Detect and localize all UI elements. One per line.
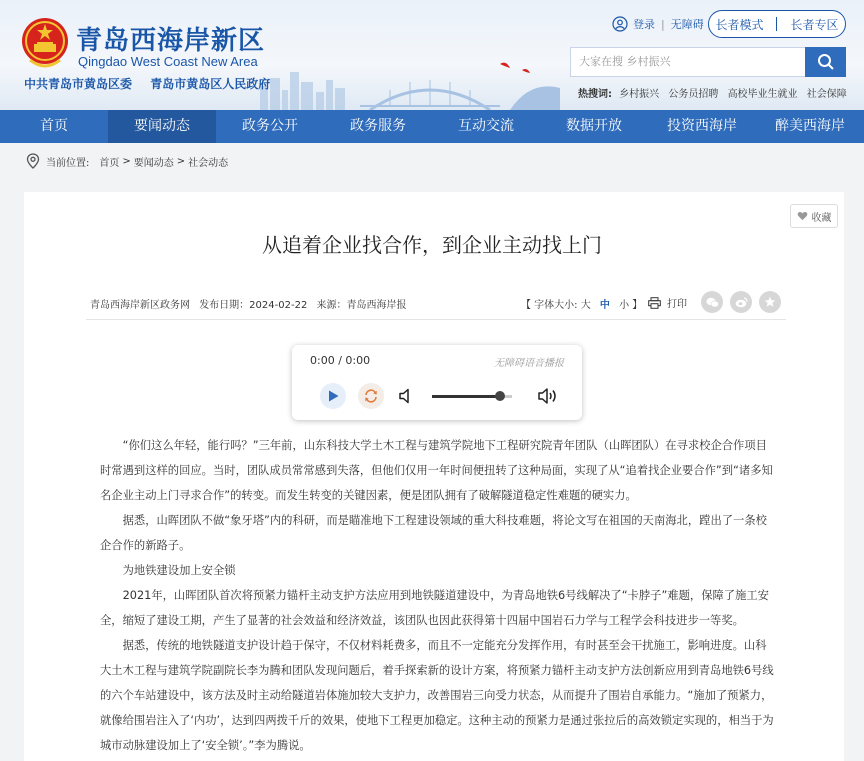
elder-mode-pill: [708, 10, 846, 38]
nav-item-gov-affairs[interactable]: 政务公开: [242, 118, 298, 134]
organization-line: [24, 75, 284, 92]
elder-mode-button[interactable]: 长者模式: [715, 17, 764, 32]
volume-up-icon[interactable]: [537, 386, 559, 406]
breadcrumb: [0, 143, 864, 179]
breadcrumb-label: 当前位置:: [46, 157, 90, 169]
article-subheading: 为地铁建设加上安全锁: [122, 564, 236, 577]
accessibility-link[interactable]: 无障碍: [670, 18, 704, 31]
wechat-icon: [706, 297, 719, 308]
print-button[interactable]: [648, 295, 687, 310]
breadcrumb-home[interactable]: 首页: [99, 157, 120, 169]
weibo-icon: [735, 297, 748, 308]
site-header: [0, 0, 864, 110]
divider: [86, 319, 786, 320]
hot-keyword[interactable]: 公务员招聘: [668, 89, 719, 100]
hot-keyword[interactable]: 高校毕业生就业: [727, 89, 798, 100]
volume-mute-icon[interactable]: [398, 387, 414, 405]
search-button[interactable]: [805, 47, 846, 77]
top-links: [612, 16, 704, 32]
location-pin-icon: [26, 153, 40, 169]
favorite-share-button[interactable]: [759, 291, 781, 313]
print-label: 打印: [667, 299, 687, 310]
weibo-share-button[interactable]: [730, 291, 752, 313]
breadcrumb-news[interactable]: 要闻动态: [133, 157, 174, 169]
article-title: 从追着企业找合作，到企业主动找上门: [262, 233, 602, 257]
publish-date: 发布日期：2024-02-22: [199, 300, 308, 311]
breadcrumb-separator: >: [122, 155, 131, 167]
elder-zone-button[interactable]: 长者专区: [790, 17, 839, 32]
article-body: [100, 433, 774, 758]
audio-brand: 无障碍语音播报: [494, 358, 564, 369]
separator: |: [661, 17, 665, 31]
search-icon: [817, 53, 835, 71]
nav-item-home[interactable]: 首页: [40, 118, 68, 134]
nav-item-interaction[interactable]: 互动交流: [458, 118, 514, 134]
article-source: 来源：青岛西海岸报: [316, 300, 407, 311]
font-size-control: [521, 296, 642, 311]
login-link[interactable]: 登录: [633, 18, 655, 31]
user-icon: [612, 16, 628, 32]
nav-item-news[interactable]: 要闻动态: [108, 110, 216, 143]
nav-item-gov-services[interactable]: 政务服务: [350, 118, 406, 134]
search-input[interactable]: 大家在搜 乡村振兴: [570, 47, 806, 77]
article-paragraph: 2021年，山晖团队首次将预紧力锚杆主动支护方法应用到地铁隧道建设中，为青岛地铁6号线解决了“卡脖子”难题，保障了施工安全，缩短了建设工期，产生了显著的社会效益和经济效益，该团队也因此获得第十四届中国岩石力学与工程学会科技进步一等奖。: [100, 589, 769, 627]
audio-time: 0:00 / 0:00: [310, 354, 371, 367]
font-size-small[interactable]: 小 】: [619, 300, 643, 311]
hot-keyword[interactable]: 乡村振兴: [619, 89, 660, 100]
star-icon: [764, 296, 776, 308]
article-paragraph: “你们这么年轻，能行吗？”三年前，山东科技大学土木工程与建筑学院地下工程研究院青年团队（山晖团队）在寻求校企合作项目时常遇到这样的回应。当时，团队成员常常感到失落，但他们仅用一年时间便扭转了这种局面，实现了从“追着找企业要合作”到“诸多知名企业主动上门寻求合作”的转变。而发生转变的关键因素，便是团队拥有了破解隧道稳定性难题的硬实力。: [100, 439, 773, 502]
site-name-cn[interactable]: 青岛西海岸新区: [76, 26, 266, 56]
favorite-button[interactable]: [790, 204, 838, 228]
volume-knob[interactable]: [495, 391, 505, 401]
audio-player: [292, 345, 582, 420]
font-size-large[interactable]: 【 字体大小: 大: [521, 300, 591, 311]
nav-item-scenery[interactable]: 醉美西海岸: [775, 118, 845, 134]
national-emblem-icon: [20, 16, 70, 70]
share-bar: [701, 291, 788, 313]
article-paragraph: 据悉，传统的地铁隧道支护设计趋于保守，不仅材料耗费多，而且不一定能充分发挥作用，有时甚至会干扰施工，影响进度。山科大土木工程与建筑学院副院长李为腾和团队发现问题后，着手探索新的设计方案，将预紧力锚杆主动支护方法创新应用到青岛地铁6号线的六个车站建设中，该方法及时主动给隧道岩体施加较大支护力，改善围岩三向受力状态，从而提升了围岩自承能力。“施加了预紧力，就像给围岩注入了‘内功’，达到四两拨千斤的效果，使地下工程更加稳定。这种主动的预紧力是通过张拉后的高效锁定实现的，相当于为城市动脉建设加上了‘安全锁’。”李为腾说。: [100, 639, 774, 752]
article-paragraph: 据悉，山晖团队不做“象牙塔”内的科研，而是瞄准地下工程建设领域的重大科技难题，将论文写在祖国的天南海北，蹚出了一条校企合作的新路子。: [100, 514, 767, 552]
breadcrumb-separator: >: [176, 155, 186, 167]
nav-item-invest[interactable]: 投资西海岸: [667, 118, 737, 134]
favorite-label: 收藏: [811, 212, 832, 224]
org-party-committee: 中共青岛市黄岛区委: [24, 77, 133, 91]
volume-slider[interactable]: [432, 395, 512, 398]
play-icon: [328, 390, 339, 402]
nav-item-open-data[interactable]: 数据开放: [566, 118, 622, 134]
volume-level: [432, 395, 500, 398]
play-button[interactable]: [320, 383, 346, 409]
skyline-illustration: [260, 60, 600, 110]
divider: [776, 17, 777, 31]
org-government: 青岛市黄岛区人民政府: [150, 77, 271, 91]
wechat-share-button[interactable]: [701, 291, 723, 313]
article-meta: [90, 296, 413, 311]
site-name-en: Qingdao West Coast New Area: [78, 54, 258, 69]
hot-search-label: 热搜词:: [578, 89, 612, 100]
heart-icon: [797, 211, 808, 221]
hot-keyword[interactable]: 社会保障: [806, 89, 847, 100]
hot-search: [578, 85, 853, 100]
main-nav: [0, 110, 864, 143]
printer-icon: [648, 297, 661, 309]
loop-icon: [363, 388, 379, 404]
font-size-medium[interactable]: 中: [599, 300, 610, 311]
loop-button[interactable]: [358, 383, 384, 409]
publisher: 青岛西海岸新区政务网: [90, 300, 190, 311]
breadcrumb-social[interactable]: 社会动态: [188, 157, 229, 169]
